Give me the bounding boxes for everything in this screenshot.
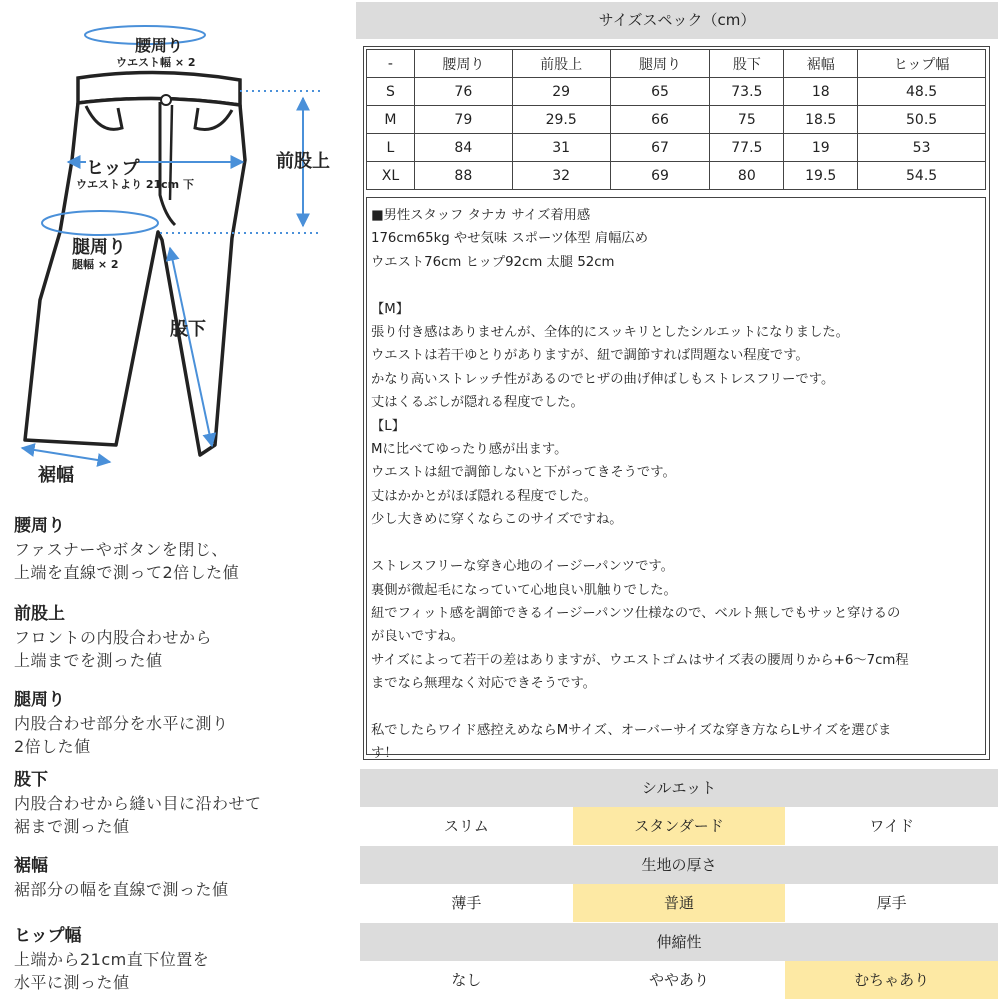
- note-line: [371, 274, 982, 297]
- rating-option: ワイド: [869, 817, 914, 835]
- note-line: す！: [371, 746, 398, 762]
- hip-label: ヒップ: [86, 154, 139, 180]
- table-cell: 19.5: [784, 162, 858, 190]
- table-cell: S: [367, 78, 415, 106]
- definition-line: ファスナーやボタンを閉じ、: [14, 540, 228, 559]
- thigh-label: 腿周り: [72, 237, 126, 258]
- note-line: 【L】: [371, 418, 406, 434]
- table-cell: 67: [610, 134, 710, 162]
- definition-line: フロントの内股合わせから: [14, 628, 213, 647]
- table-cell: 50.5: [858, 106, 986, 134]
- table-cell: 73.5: [710, 78, 784, 106]
- table-cell: 88: [414, 162, 512, 190]
- size-spec-panel: [363, 46, 990, 760]
- definition-line: 上端を直線で測って2倍した値: [14, 563, 240, 582]
- note-line: 【M】: [371, 301, 410, 317]
- note-line: [371, 696, 982, 719]
- table-cell: 29: [512, 78, 610, 106]
- table-cell: 80: [710, 162, 784, 190]
- table-cell: 69: [610, 162, 710, 190]
- stretch-rating-title: 伸縮性: [360, 923, 998, 961]
- pants-measurement-diagram: [0, 0, 350, 500]
- size-spec-table: [366, 49, 986, 190]
- table-header-cell: 前股上: [512, 50, 610, 78]
- note-line: が良いですね。: [371, 629, 465, 645]
- thigh-sub-label: 腿幅 × 2: [72, 258, 119, 271]
- rating-option-selected: スタンダード: [573, 807, 786, 845]
- table-header-cell: 腿周り: [610, 50, 710, 78]
- staff-fitting-notes: [366, 197, 986, 762]
- table-row: [367, 134, 986, 162]
- note-line: ウエストは若干ゆとりがありますが、紐で調節すれば問題ない程度です。: [371, 348, 809, 364]
- table-header-cell: 裾幅: [784, 50, 858, 78]
- definition-title: ヒップ幅: [14, 926, 82, 946]
- definition-rise: [14, 603, 212, 672]
- definition-line: 上端から21cm直下位置を: [14, 950, 210, 969]
- definition-line: 内股合わせ部分を水平に測り: [14, 714, 229, 733]
- note-line: [371, 532, 982, 555]
- definition-title: 股下: [14, 770, 48, 790]
- table-header-cell: ヒップ幅: [858, 50, 986, 78]
- waist-label: 腰周り: [135, 36, 184, 55]
- table-cell: 65: [610, 78, 710, 106]
- table-cell: 66: [610, 106, 710, 134]
- inseam-label: 股下: [170, 319, 206, 340]
- table-cell: 84: [414, 134, 512, 162]
- definition-line: 裾まで測った値: [14, 817, 130, 836]
- thickness-rating-row: [360, 884, 998, 922]
- definition-line: 水平に測った値: [14, 973, 130, 992]
- definition-waist: [14, 515, 239, 584]
- table-cell: L: [367, 134, 415, 162]
- definition-line: 内股合わせから縫い目に沿わせて: [14, 794, 262, 813]
- silhouette-rating-row: [360, 807, 998, 845]
- rating-option: ややあり: [649, 971, 710, 989]
- size-spec-title: サイズスペック（cm）: [356, 2, 998, 39]
- definition-hem: [14, 855, 229, 901]
- table-cell: 18: [784, 78, 858, 106]
- note-line: ■男性スタッフ タナカ サイズ着用感: [371, 208, 591, 223]
- definition-inseam: [14, 769, 262, 838]
- definition-title: 腿周り: [14, 690, 65, 710]
- rise-label: 前股上: [276, 151, 330, 172]
- hem-label: 裾幅: [38, 465, 74, 486]
- note-line: ウエストは紐で調節しないと下がってきそうです。: [371, 465, 676, 481]
- hip-sub-label: ウエストより 21cm 下: [76, 178, 194, 191]
- table-cell: 18.5: [784, 106, 858, 134]
- waist-sub-label: ウエスト幅 × 2: [116, 56, 196, 69]
- rating-option-selected: むちゃあり: [785, 961, 998, 999]
- definition-hip: [14, 925, 209, 994]
- table-row: [367, 78, 986, 106]
- note-line: ストレスフリーな穿き心地のイージーパンツです。: [371, 559, 674, 575]
- table-cell: 76: [414, 78, 512, 106]
- note-line: までなら無理なく対応できそうです。: [371, 676, 596, 692]
- note-line: 張り付き感はありませんが、全体的にスッキリとしたシルエットになりました。: [371, 325, 849, 341]
- note-line: サイズによって若干の差はありますが、ウエストゴムはサイズ表の腰周りから+6〜7cm程: [371, 652, 909, 668]
- table-row: [367, 162, 986, 190]
- definition-title: 裾幅: [14, 856, 48, 876]
- table-cell: XL: [367, 162, 415, 190]
- table-cell: 29.5: [512, 106, 610, 134]
- note-line: ウエスト76cm ヒップ92cm 太腿 52cm: [371, 254, 615, 270]
- rating-option: 薄手: [451, 894, 482, 912]
- table-row: [367, 106, 986, 134]
- note-line: 176cm65kg やせ気味 スポーツ体型 肩幅広め: [371, 231, 649, 247]
- note-line: 少し大きめに穿くならこのサイズですね。: [371, 512, 623, 528]
- table-cell: 53: [858, 134, 986, 162]
- stretch-rating-row: [360, 961, 998, 999]
- rating-option: スリム: [443, 817, 489, 835]
- note-line: かなり高いストレッチ性があるのでヒザの曲げ伸ばしもストレスフリーです。: [371, 371, 835, 387]
- definition-line: 上端までを測った値: [14, 651, 163, 670]
- definition-line: 2倍した値: [14, 737, 91, 756]
- table-header-row: [367, 50, 986, 78]
- pants-illustration: [0, 0, 350, 500]
- note-line: 丈はかかとがほぼ隠れる程度でした。: [371, 488, 598, 504]
- rating-option-selected: 普通: [573, 884, 786, 922]
- rating-option: なし: [451, 971, 482, 989]
- definition-thigh: [14, 689, 229, 758]
- table-cell: 77.5: [710, 134, 784, 162]
- note-line: 裏側が微起毛になっていて心地良い肌触りでした。: [371, 582, 677, 598]
- rating-option: 厚手: [876, 894, 907, 912]
- table-cell: 32: [512, 162, 610, 190]
- definition-title: 前股上: [14, 604, 65, 624]
- table-header-cell: 股下: [710, 50, 784, 78]
- note-line: 私でしたらワイド感控えめならMサイズ、オーバーサイズな穿き方ならLサイズを選びま: [371, 722, 892, 738]
- note-line: 紐でフィット感を調節できるイージーパンツ仕様なので、ベルト無しでもサッと穿けるの: [371, 605, 901, 621]
- note-line: Mに比べてゆったり感が出ます。: [371, 442, 568, 458]
- table-cell: 79: [414, 106, 512, 134]
- table-cell: M: [367, 106, 415, 134]
- definition-title: 腰周り: [14, 516, 65, 536]
- table-header-cell: 腰周り: [414, 50, 512, 78]
- table-cell: 75: [710, 106, 784, 134]
- definition-line: 裾部分の幅を直線で測った値: [14, 880, 229, 899]
- table-cell: 54.5: [858, 162, 986, 190]
- table-cell: 19: [784, 134, 858, 162]
- note-line: 丈はくるぶしが隠れる程度でした。: [371, 395, 584, 411]
- table-cell: 31: [512, 134, 610, 162]
- thickness-rating-title: 生地の厚さ: [360, 846, 998, 884]
- silhouette-rating-title: シルエット: [360, 769, 998, 807]
- table-header-cell: -: [367, 50, 415, 78]
- table-cell: 48.5: [858, 78, 986, 106]
